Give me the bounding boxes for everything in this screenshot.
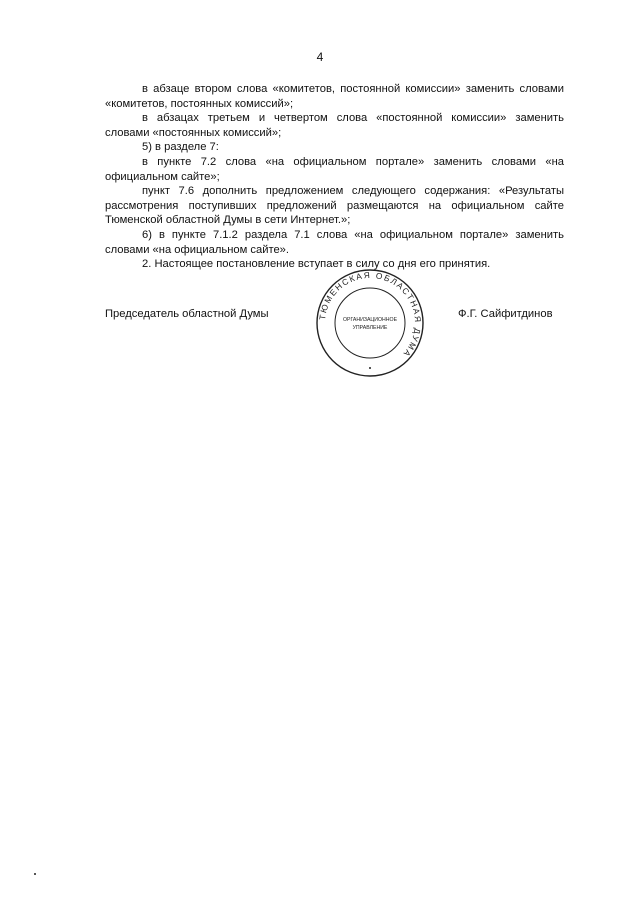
paragraph: 5) в разделе 7: [142, 141, 219, 154]
paragraph: 6) в пункте 7.1.2 раздела 7.1 слова «на официальном портале» заменить словами «на официальном сайте». [105, 228, 564, 256]
document-body [105, 82, 564, 272]
paragraph: 2. Настоящее постановление вступает в силу со дня его принятия. [142, 258, 491, 271]
signatory-name: Ф.Г. Сайфитдинов [458, 308, 553, 320]
page-number: 4 [316, 50, 324, 64]
paragraph: в абзаце втором слова «комитетов, постоянной комиссии» заменить словами «комитетов, постоянных комиссий»; [105, 83, 564, 110]
paragraph: в пункте 7.2 слова «на официальном портале» заменить словами «на официальном сайте»; [105, 155, 564, 183]
official-seal [315, 268, 425, 378]
paragraph: пункт 7.6 дополнить предложением следующего содержания: «Результаты рассмотрения поступивших предложений размещаются на официальном сайте Тюменской областной Думы в сети Интернет.»; [105, 185, 564, 227]
scan-speck [34, 873, 36, 875]
paragraph: в абзацах третьем и четвертом слова «постоянной комиссии» заменить словами «постоянных комиссий»; [105, 112, 564, 139]
seal-outer-text: ТЮМЕНСКАЯ ОБЛАСТНАЯ ДУМА [317, 269, 424, 360]
seal-inner-line1: ОРГАНИЗАЦИОННОЕ [342, 317, 398, 323]
signatory-title: Председатель областной Думы [105, 308, 269, 320]
seal-inner-line2: УПРАВЛЕНИЕ [352, 325, 388, 331]
